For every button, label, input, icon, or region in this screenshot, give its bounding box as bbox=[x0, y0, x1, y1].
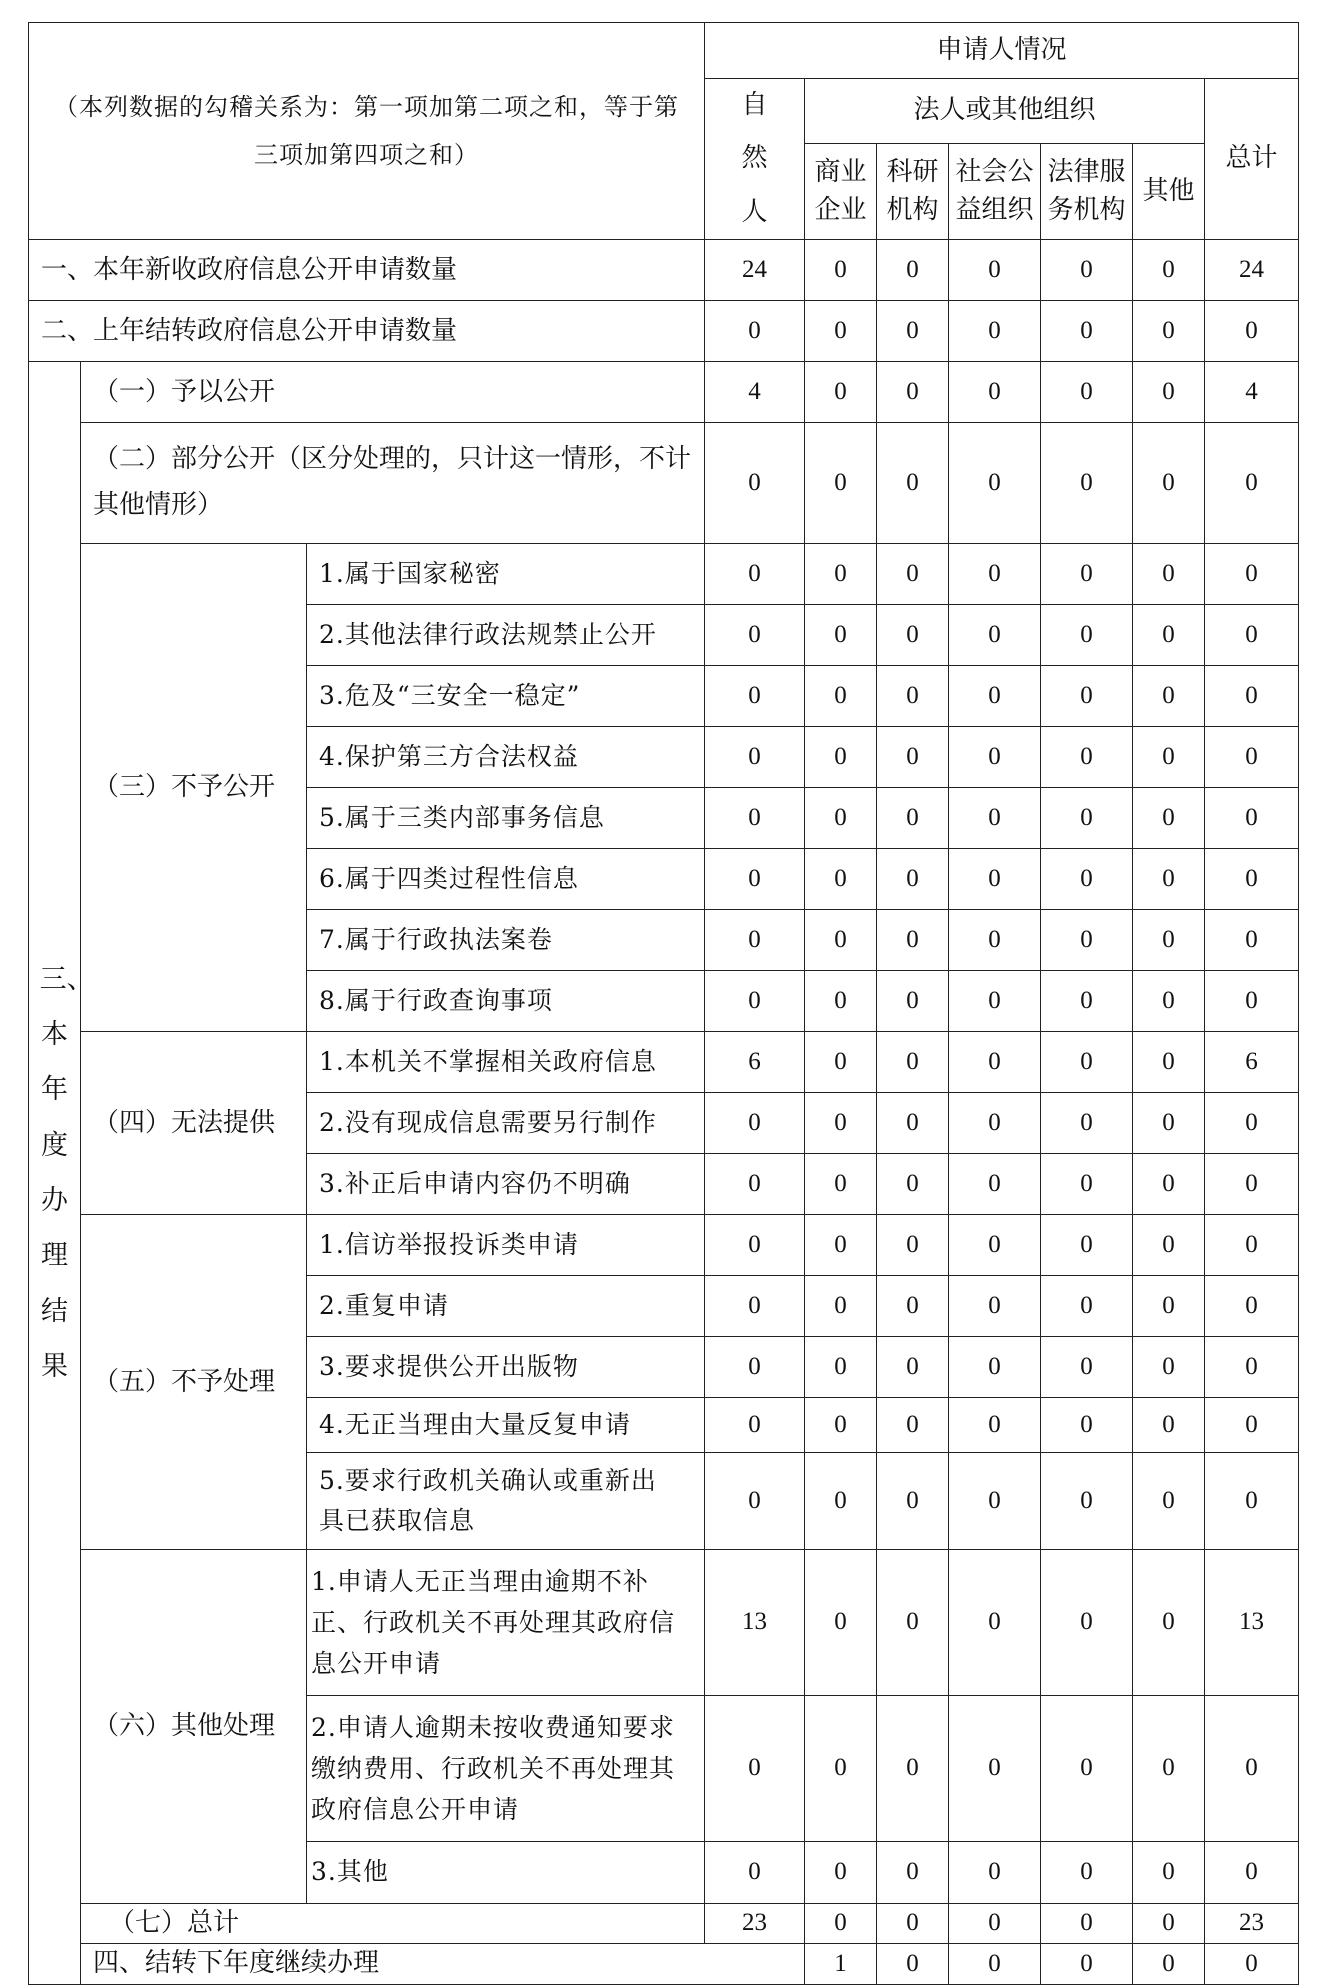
cell-public-welfare: 0 bbox=[949, 422, 1041, 543]
cell-business: 0 bbox=[805, 665, 877, 726]
cell-public-welfare: 0 bbox=[949, 1903, 1041, 1943]
cell-research: 0 bbox=[877, 787, 949, 848]
cell-research: 0 bbox=[877, 1903, 949, 1943]
cell-research: 0 bbox=[949, 1943, 1041, 1984]
cell-business: 0 bbox=[805, 239, 877, 300]
cell-natural: 6 bbox=[705, 1031, 805, 1092]
row-label: 5.要求行政机关确认或重新出具已获取信息 bbox=[307, 1452, 705, 1549]
row-label: 4.无正当理由大量反复申请 bbox=[307, 1397, 705, 1452]
cell-public-welfare: 0 bbox=[949, 1695, 1041, 1841]
cell-legal-service: 0 bbox=[1041, 1397, 1133, 1452]
row-label: （二）部分公开（区分处理的，只计这一情形，不计其他情形） bbox=[81, 422, 705, 543]
header-applicant-info: 申请人情况 bbox=[705, 23, 1299, 79]
row-label: 1.信访举报投诉类申请 bbox=[307, 1214, 705, 1275]
cell-total: 24 bbox=[1205, 239, 1299, 300]
table-row bbox=[29, 1549, 1299, 1695]
table-row bbox=[29, 1943, 1299, 1984]
cell-public-welfare: 0 bbox=[949, 848, 1041, 909]
cell-other: 0 bbox=[1133, 604, 1205, 665]
cell-research: 0 bbox=[877, 300, 949, 361]
cell-other: 0 bbox=[1133, 1153, 1205, 1214]
cell-research: 0 bbox=[877, 1452, 949, 1549]
row-label: 二、上年结转政府信息公开申请数量 bbox=[29, 300, 705, 361]
cell-legal-service: 0 bbox=[1041, 543, 1133, 604]
cell-legal-service: 0 bbox=[1133, 1943, 1205, 1984]
cell-total: 0 bbox=[1205, 787, 1299, 848]
cell-business: 0 bbox=[805, 787, 877, 848]
cell-business: 0 bbox=[805, 1153, 877, 1214]
cell-total: 0 bbox=[1205, 1841, 1299, 1903]
row-label: 6.属于四类过程性信息 bbox=[307, 848, 705, 909]
cell-total: 0 bbox=[1205, 604, 1299, 665]
cell-public-welfare: 0 bbox=[949, 361, 1041, 422]
cell-legal-service: 0 bbox=[1041, 239, 1133, 300]
cell-public-welfare: 0 bbox=[949, 787, 1041, 848]
header-total: 总计 bbox=[1205, 79, 1299, 240]
cell-legal-service: 0 bbox=[1041, 726, 1133, 787]
cell-public-welfare: 0 bbox=[949, 665, 1041, 726]
cell-legal-service: 0 bbox=[1041, 1092, 1133, 1153]
cell-total: 0 bbox=[1205, 848, 1299, 909]
cell-research: 0 bbox=[877, 1336, 949, 1397]
cell-public-welfare: 0 bbox=[949, 1153, 1041, 1214]
cell-public-welfare: 0 bbox=[949, 1841, 1041, 1903]
cell-legal-service: 0 bbox=[1041, 1336, 1133, 1397]
cell-legal-service: 0 bbox=[1041, 665, 1133, 726]
cell-total: 0 bbox=[1205, 1153, 1299, 1214]
table-row bbox=[29, 361, 1299, 422]
cell-other: 0 bbox=[1133, 1031, 1205, 1092]
cell-natural: 0 bbox=[705, 1695, 805, 1841]
cell-research: 0 bbox=[877, 1841, 949, 1903]
cell-legal-service: 0 bbox=[1041, 848, 1133, 909]
cell-business: 0 bbox=[805, 300, 877, 361]
cell-natural: 0 bbox=[705, 970, 805, 1031]
cell-public-welfare: 0 bbox=[949, 604, 1041, 665]
statistics-table bbox=[28, 22, 1299, 1985]
header-natural-person: 自然人 bbox=[705, 79, 805, 240]
cell-other: 0 bbox=[1133, 543, 1205, 604]
cell-legal-service: 0 bbox=[1041, 422, 1133, 543]
table-row bbox=[29, 300, 1299, 361]
cell-total: 13 bbox=[1205, 1549, 1299, 1695]
cell-other: 0 bbox=[1133, 1695, 1205, 1841]
cell-other: 0 bbox=[1133, 361, 1205, 422]
cell-other: 0 bbox=[1133, 848, 1205, 909]
row-label: 一、本年新收政府信息公开申请数量 bbox=[29, 239, 705, 300]
cell-total: 0 bbox=[1205, 1214, 1299, 1275]
cell-research: 0 bbox=[877, 1092, 949, 1153]
cell-other: 0 bbox=[1133, 665, 1205, 726]
cell-public-welfare: 0 bbox=[949, 970, 1041, 1031]
cell-research: 0 bbox=[877, 1275, 949, 1336]
row-label: 5.属于三类内部事务信息 bbox=[307, 787, 705, 848]
cell-public-welfare: 0 bbox=[949, 726, 1041, 787]
cell-other: 0 bbox=[1133, 909, 1205, 970]
row-label: 7.属于行政执法案卷 bbox=[307, 909, 705, 970]
cell-natural: 0 bbox=[705, 1397, 805, 1452]
table-row bbox=[29, 1903, 1299, 1943]
cell-public-welfare: 0 bbox=[949, 543, 1041, 604]
cell-business: 0 bbox=[805, 1214, 877, 1275]
cell-business: 0 bbox=[805, 1031, 877, 1092]
cell-business: 0 bbox=[805, 1092, 877, 1153]
cell-legal-service: 0 bbox=[1041, 970, 1133, 1031]
cell-natural: 0 bbox=[705, 1841, 805, 1903]
header-col-business: 商业企业 bbox=[805, 144, 877, 240]
cell-business: 0 bbox=[805, 848, 877, 909]
cell-research: 0 bbox=[877, 1153, 949, 1214]
cell-total: 0 bbox=[1205, 1092, 1299, 1153]
cell-business: 0 bbox=[877, 1943, 949, 1984]
cell-public-welfare: 0 bbox=[949, 239, 1041, 300]
cell-natural: 0 bbox=[705, 1336, 805, 1397]
cell-business: 0 bbox=[805, 1397, 877, 1452]
cell-research: 0 bbox=[877, 1397, 949, 1452]
cell-research: 0 bbox=[877, 604, 949, 665]
cell-research: 0 bbox=[877, 665, 949, 726]
cell-other: 0 bbox=[1133, 1903, 1205, 1943]
row-label: 3.危及“三安全一稳定” bbox=[307, 665, 705, 726]
row-label: 2.申请人逾期未按收费通知要求缴纳费用、行政机关不再处理其政府信息公开申请 bbox=[307, 1695, 705, 1841]
cell-natural: 23 bbox=[705, 1903, 805, 1943]
cell-natural: 1 bbox=[805, 1943, 877, 1984]
cell-public-welfare: 0 bbox=[949, 300, 1041, 361]
cell-natural: 0 bbox=[705, 1153, 805, 1214]
cell-legal-service: 0 bbox=[1041, 1903, 1133, 1943]
table-row bbox=[29, 422, 1299, 543]
cell-research: 0 bbox=[877, 909, 949, 970]
row-label: 1.本机关不掌握相关政府信息 bbox=[307, 1031, 705, 1092]
row-label: （一）予以公开 bbox=[81, 361, 705, 422]
cell-other: 0 bbox=[1133, 1214, 1205, 1275]
cell-legal-service: 0 bbox=[1041, 787, 1133, 848]
cell-total: 0 bbox=[1205, 726, 1299, 787]
cell-research: 0 bbox=[877, 848, 949, 909]
cell-business: 0 bbox=[805, 604, 877, 665]
header-legal-group: 法人或其他组织 bbox=[805, 79, 1205, 144]
cell-business: 0 bbox=[805, 361, 877, 422]
cell-business: 0 bbox=[805, 970, 877, 1031]
cell-natural: 0 bbox=[705, 543, 805, 604]
cell-public-welfare: 0 bbox=[949, 909, 1041, 970]
cell-natural: 0 bbox=[705, 726, 805, 787]
cell-research: 0 bbox=[877, 422, 949, 543]
row-label: 2.其他法律行政法规禁止公开 bbox=[307, 604, 705, 665]
cell-total: 0 bbox=[1205, 1397, 1299, 1452]
cell-legal-service: 0 bbox=[1041, 300, 1133, 361]
cell-other: 0 bbox=[1133, 1092, 1205, 1153]
cell-natural: 0 bbox=[705, 665, 805, 726]
row-label: 8.属于行政查询事项 bbox=[307, 970, 705, 1031]
cell-other: 0 bbox=[1133, 422, 1205, 543]
group-label: （三）不予公开 bbox=[81, 543, 307, 1031]
cell-legal-service: 0 bbox=[1041, 361, 1133, 422]
cell-other: 0 bbox=[1133, 726, 1205, 787]
cell-public-welfare: 0 bbox=[949, 1336, 1041, 1397]
cell-total: 0 bbox=[1205, 909, 1299, 970]
cell-other: 0 bbox=[1133, 1336, 1205, 1397]
cell-business: 0 bbox=[805, 1275, 877, 1336]
cell-research: 0 bbox=[877, 361, 949, 422]
cell-public-welfare: 0 bbox=[949, 1452, 1041, 1549]
cell-public-welfare: 0 bbox=[949, 1275, 1041, 1336]
row-label: 4.保护第三方合法权益 bbox=[307, 726, 705, 787]
cell-research: 0 bbox=[877, 1549, 949, 1695]
cell-total: 0 bbox=[1205, 970, 1299, 1031]
row-label: 3.要求提供公开出版物 bbox=[307, 1336, 705, 1397]
row-label: 1.属于国家秘密 bbox=[307, 543, 705, 604]
group-label: （五）不予处理 bbox=[81, 1214, 307, 1549]
cell-business: 0 bbox=[805, 1841, 877, 1903]
cell-legal-service: 0 bbox=[1041, 1695, 1133, 1841]
cell-total: 0 bbox=[1205, 422, 1299, 543]
cell-business: 0 bbox=[805, 1549, 877, 1695]
row-label: 1.申请人无正当理由逾期不补正、行政机关不再处理其政府信息公开申请 bbox=[307, 1549, 705, 1695]
cell-public-welfare: 0 bbox=[949, 1092, 1041, 1153]
table-row bbox=[29, 1031, 1299, 1092]
cell-total: 0 bbox=[1205, 1452, 1299, 1549]
cell-other: 0 bbox=[1133, 787, 1205, 848]
cell-research: 0 bbox=[877, 1695, 949, 1841]
cell-total: 0 bbox=[1205, 300, 1299, 361]
row-label: 3.其他 bbox=[307, 1841, 705, 1903]
cell-natural: 0 bbox=[705, 422, 805, 543]
cell-natural: 0 bbox=[705, 787, 805, 848]
cell-legal-service: 0 bbox=[1041, 1275, 1133, 1336]
header-col-other: 其他 bbox=[1133, 144, 1205, 240]
table-row bbox=[29, 543, 1299, 604]
cell-natural: 0 bbox=[705, 909, 805, 970]
table-row bbox=[29, 1214, 1299, 1275]
cell-other: 0 bbox=[1133, 239, 1205, 300]
group-label: （四）无法提供 bbox=[81, 1031, 307, 1214]
row-label: （七）总计 bbox=[81, 1903, 705, 1943]
cell-natural: 0 bbox=[705, 604, 805, 665]
cell-business: 0 bbox=[805, 726, 877, 787]
cell-natural: 0 bbox=[705, 300, 805, 361]
table-row bbox=[29, 239, 1299, 300]
group-label: （六）其他处理 bbox=[81, 1549, 307, 1903]
cell-total: 6 bbox=[1205, 1031, 1299, 1092]
cell-legal-service: 0 bbox=[1041, 1549, 1133, 1695]
row-label: 2.重复申请 bbox=[307, 1275, 705, 1336]
cell-total: 23 bbox=[1205, 1903, 1299, 1943]
cell-natural: 0 bbox=[705, 1214, 805, 1275]
header-col-research: 科研机构 bbox=[877, 144, 949, 240]
cell-business: 0 bbox=[805, 1336, 877, 1397]
cell-legal-service: 0 bbox=[1041, 1153, 1133, 1214]
cell-natural: 0 bbox=[705, 1092, 805, 1153]
cell-natural: 4 bbox=[705, 361, 805, 422]
cell-research: 0 bbox=[877, 726, 949, 787]
cell-public-welfare: 0 bbox=[949, 1397, 1041, 1452]
cell-natural: 0 bbox=[705, 848, 805, 909]
cell-other: 0 bbox=[1133, 300, 1205, 361]
cell-natural: 0 bbox=[705, 1275, 805, 1336]
header-col-legal-service: 法律服务机构 bbox=[1041, 144, 1133, 240]
cell-public-welfare: 0 bbox=[1041, 1943, 1133, 1984]
cell-legal-service: 0 bbox=[1041, 604, 1133, 665]
row-label: 2.没有现成信息需要另行制作 bbox=[307, 1092, 705, 1153]
header-note: （本列数据的勾稽关系为：第一项加第二项之和，等于第三项加第四项之和） bbox=[29, 23, 705, 240]
cell-total: 4 bbox=[1205, 361, 1299, 422]
cell-other: 0 bbox=[1133, 970, 1205, 1031]
header-col-public-welfare: 社会公益组织 bbox=[949, 144, 1041, 240]
cell-other: 0 bbox=[1133, 1549, 1205, 1695]
cell-other: 0 bbox=[1133, 1841, 1205, 1903]
cell-natural: 13 bbox=[705, 1549, 805, 1695]
cell-public-welfare: 0 bbox=[949, 1214, 1041, 1275]
cell-public-welfare: 0 bbox=[949, 1031, 1041, 1092]
cell-natural: 0 bbox=[705, 1452, 805, 1549]
cell-legal-service: 0 bbox=[1041, 1031, 1133, 1092]
cell-total: 0 bbox=[1205, 1695, 1299, 1841]
cell-business: 0 bbox=[805, 1452, 877, 1549]
cell-other: 0 bbox=[1133, 1452, 1205, 1549]
row-label: 3.补正后申请内容仍不明确 bbox=[307, 1153, 705, 1214]
cell-research: 0 bbox=[877, 239, 949, 300]
cell-total: 0 bbox=[1205, 543, 1299, 604]
cell-research: 0 bbox=[877, 970, 949, 1031]
cell-legal-service: 0 bbox=[1041, 1452, 1133, 1549]
cell-business: 0 bbox=[805, 1695, 877, 1841]
cell-other: 0 bbox=[1205, 1943, 1299, 1984]
cell-other: 0 bbox=[1133, 1397, 1205, 1452]
cell-business: 0 bbox=[805, 422, 877, 543]
cell-business: 0 bbox=[805, 909, 877, 970]
cell-public-welfare: 0 bbox=[949, 1549, 1041, 1695]
cell-business: 0 bbox=[805, 1903, 877, 1943]
cell-legal-service: 0 bbox=[1041, 1841, 1133, 1903]
cell-other: 0 bbox=[1133, 1275, 1205, 1336]
cell-business: 0 bbox=[805, 543, 877, 604]
cell-total: 0 bbox=[1205, 1336, 1299, 1397]
cell-research: 0 bbox=[877, 1031, 949, 1092]
row-label: 四、结转下年度继续办理 bbox=[81, 1943, 805, 1984]
cell-natural: 24 bbox=[705, 239, 805, 300]
cell-legal-service: 0 bbox=[1041, 1214, 1133, 1275]
cell-research: 0 bbox=[877, 1214, 949, 1275]
section-3-label: 三、本年度办理结果 bbox=[29, 361, 81, 1984]
cell-research: 0 bbox=[877, 543, 949, 604]
cell-total: 0 bbox=[1205, 1275, 1299, 1336]
cell-legal-service: 0 bbox=[1041, 909, 1133, 970]
cell-total: 0 bbox=[1205, 665, 1299, 726]
